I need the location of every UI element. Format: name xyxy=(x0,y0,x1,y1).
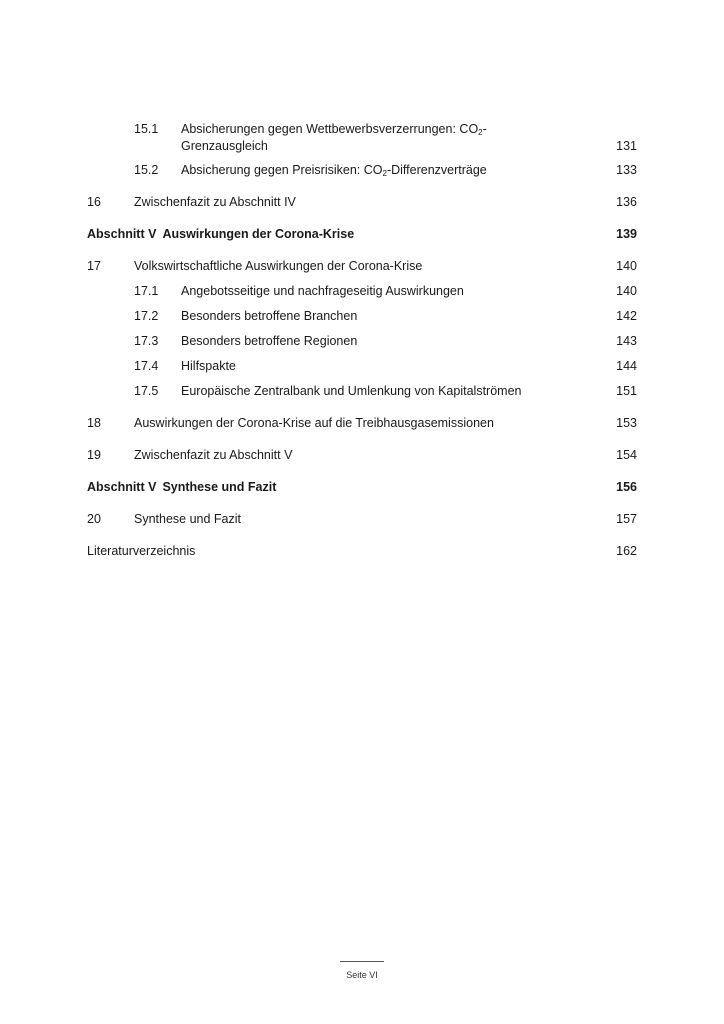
toc-entry-19[interactable] xyxy=(87,447,637,464)
toc-entry-17-5[interactable] xyxy=(87,383,637,400)
toc-entry-15-1[interactable] xyxy=(87,121,637,155)
toc-title: Abschnitt V Synthese und Fazit xyxy=(87,480,277,494)
toc-title: Besonders betroffene Branchen xyxy=(181,309,358,323)
toc-number: 15.1 xyxy=(134,122,159,136)
toc-number: 17.5 xyxy=(134,384,159,398)
toc-number: 17.2 xyxy=(134,309,159,323)
table-of-contents xyxy=(87,121,637,560)
toc-title: Literaturverzeichnis xyxy=(87,544,196,558)
toc-page: 136 xyxy=(616,195,637,209)
page-number-footer: Seite VI xyxy=(346,970,378,980)
toc-title: Zwischenfazit zu Abschnitt IV xyxy=(134,195,296,209)
toc-page: 143 xyxy=(616,334,637,348)
toc-entry-16[interactable] xyxy=(87,194,637,211)
toc-page: 140 xyxy=(616,259,637,273)
toc-entry-literaturverzeichnis[interactable] xyxy=(87,543,637,560)
toc-entry-15-2[interactable] xyxy=(87,162,637,179)
toc-entry-18[interactable] xyxy=(87,415,637,432)
toc-number: 18 xyxy=(87,416,101,430)
toc-number: 19 xyxy=(87,448,101,462)
toc-number: 17.3 xyxy=(134,334,159,348)
toc-page: 153 xyxy=(616,416,637,430)
toc-entry-17[interactable] xyxy=(87,258,637,275)
toc-number: 17.4 xyxy=(134,359,159,373)
toc-title: Absicherungen gegen Wettbewerbsverzerrungen: $CO_2$-Grenzausgleich xyxy=(181,122,487,153)
toc-number: 17.1 xyxy=(134,284,159,298)
toc-number: 17 xyxy=(87,259,101,273)
toc-page: 133 xyxy=(616,163,637,177)
toc-title: Zwischenfazit zu Abschnitt V xyxy=(134,448,293,462)
toc-page: 156 xyxy=(616,480,637,494)
toc-section-v-corona[interactable] xyxy=(87,226,637,243)
toc-title: Volkswirtschaftliche Auswirkungen der Corona-Krise xyxy=(134,259,423,273)
toc-title: Hilfspakte xyxy=(181,359,236,373)
toc-title: Synthese und Fazit xyxy=(134,512,242,526)
toc-page: 142 xyxy=(616,309,637,323)
toc-title: Besonders betroffene Regionen xyxy=(181,334,358,348)
toc-title: Absicherung gegen Preisrisiken: $CO_2$-Differenzverträge xyxy=(181,163,487,178)
toc-number: 15.2 xyxy=(134,163,159,177)
toc-title: Abschnitt V Auswirkungen der Corona-Krise xyxy=(87,227,355,241)
toc-entry-20[interactable] xyxy=(87,511,637,528)
toc-entry-17-2[interactable] xyxy=(87,308,637,325)
toc-page: 139 xyxy=(616,227,637,241)
toc-page: 154 xyxy=(616,448,637,462)
toc-page: 144 xyxy=(616,359,637,373)
toc-title: Angebotsseitige und nachfrageseitig Auswirkungen xyxy=(181,284,464,298)
toc-page: 151 xyxy=(616,384,637,398)
footer-divider xyxy=(340,961,384,962)
toc-page: 157 xyxy=(616,512,637,526)
toc-number: 16 xyxy=(87,195,101,209)
toc-entry-17-1[interactable] xyxy=(87,283,637,300)
toc-page: 131 xyxy=(616,139,637,153)
toc-page: 162 xyxy=(616,544,637,558)
toc-title: Auswirkungen der Corona-Krise auf die Treibhausgasemissionen xyxy=(134,416,494,430)
toc-title: Europäische Zentralbank und Umlenkung von Kapitalströmen xyxy=(181,384,522,398)
toc-page: 140 xyxy=(616,284,637,298)
toc-section-v-synthese[interactable] xyxy=(87,479,637,496)
toc-entry-17-3[interactable] xyxy=(87,333,637,350)
toc-number: 20 xyxy=(87,512,101,526)
toc-entry-17-4[interactable] xyxy=(87,358,637,375)
